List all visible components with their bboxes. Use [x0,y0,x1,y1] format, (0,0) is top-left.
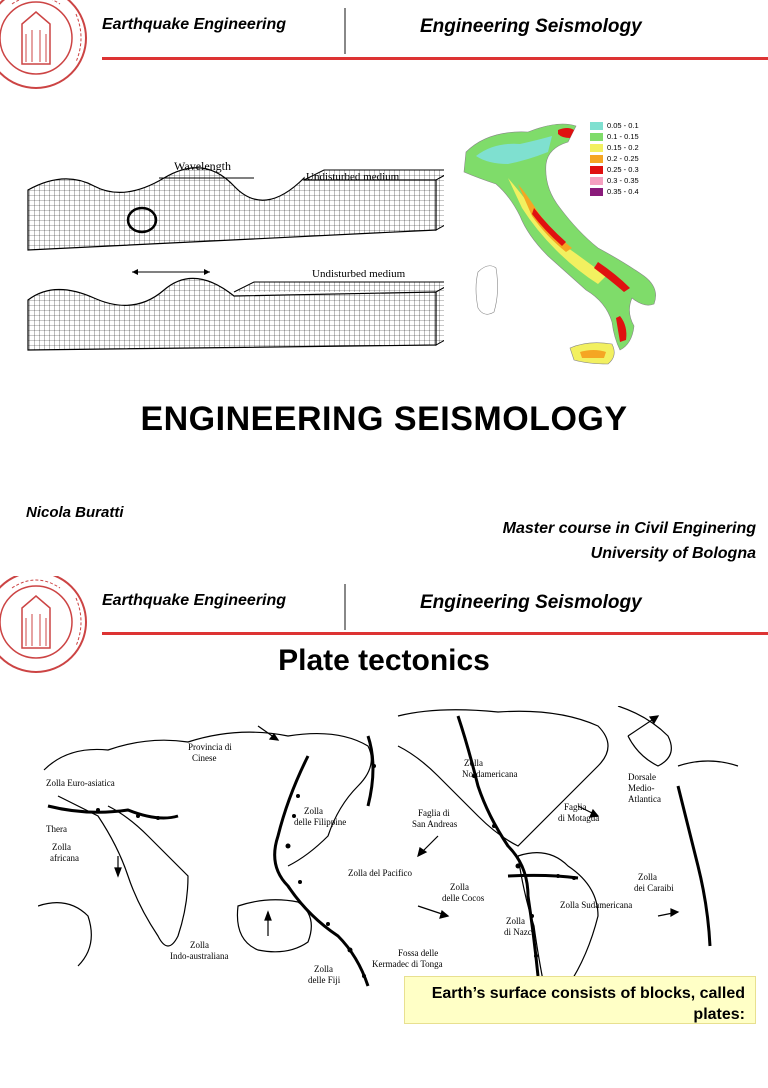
legend-item [590,142,639,153]
undisturbed-medium-label-top: Undisturbed medium [306,171,400,183]
label-sanandreas-2: San Andreas [412,819,458,829]
label-sudamericana: Zolla Sudamericana [560,900,633,910]
legend-swatch [590,155,603,163]
university-name: University of Bologna [590,545,756,562]
label-dorsale-3: Atlantica [628,794,661,804]
label-nazca-2: di Nazca [504,927,536,937]
legend-label: 0.1 - 0.15 [607,132,639,141]
undisturbed-medium-label-bottom: Undisturbed medium [312,268,406,280]
header-course-left-2: Earthquake Engineering [102,592,287,609]
label-indo-2: Indo-australiana [170,951,229,961]
header-divider [344,8,346,54]
legend-item [590,120,639,131]
label-cinese: Cinese [192,753,217,763]
legend-item [590,131,639,142]
label-dorsale-2: Medio- [628,783,655,793]
label-pacifico: Zolla del Pacifico [348,868,412,878]
label-thera: Thera [46,824,67,834]
presentation-title: ENGINEERING SEISMOLOGY [140,400,628,438]
label-cocos-1: Zolla [450,882,469,892]
label-fossa-2: Kermadec di Tonga [372,959,443,969]
legend-swatch [590,177,603,185]
label-nordam-1: Zolla [464,758,483,768]
legend-label: 0.35 - 0.4 [607,187,639,196]
label-dorsale-1: Dorsale [628,772,656,782]
label-provincia: Provincia di [188,742,232,752]
label-sanandreas-1: Faglia di [418,808,450,818]
label-filippine-1: Zolla [304,806,323,816]
label-caraibi-1: Zolla [638,872,657,882]
header-rule-2 [102,632,768,635]
legend-swatch [590,122,603,130]
legend-swatch [590,188,603,196]
legend-swatch [590,166,603,174]
wave-propagation-figure [24,150,444,360]
legend-item [590,186,639,197]
course-name: Master course in Civil Enginering [502,520,756,537]
label-fossa-1: Fossa delle [398,948,439,958]
legend-label: 0.2 - 0.25 [607,154,639,163]
callout-line-1: Earth’s surface consists of blocks, called [431,985,745,1002]
label-africa-2: africana [50,853,79,863]
header-rule [102,57,768,60]
label-caraibi-2: dei Caraibi [634,883,674,893]
legend-label: 0.15 - 0.2 [607,143,639,152]
legend-swatch [590,133,603,141]
label-fiji-1: Zolla [314,964,333,974]
label-motagua-2: di Motagua [558,813,600,823]
label-motagua-1: Faglia [564,802,587,812]
callout-line-2: plates: [693,1006,745,1023]
label-fiji-2: delle Fiji [308,975,341,985]
label-filippine-2: delle Filippine [294,817,347,827]
author-name: Nicola Buratti [26,504,124,521]
label-indo-1: Zolla [190,940,209,950]
label-euro-asiatica: Zolla Euro-asiatica [46,778,115,788]
legend-label: 0.25 - 0.3 [607,165,639,174]
definition-callout [404,976,756,1024]
legend-swatch [590,144,603,152]
hazard-legend [590,120,639,197]
header-course-right: Engineering Seismology [420,16,642,37]
wavelength-label: Wavelength [174,159,232,173]
header-course-left: Earthquake Engineering [102,16,287,33]
legend-item [590,164,639,175]
label-cocos-2: delle Cocos [442,893,485,903]
legend-label: 0.3 - 0.35 [607,176,639,185]
legend-label: 0.05 - 0.1 [607,121,639,130]
italy-hazard-map [448,112,688,384]
label-africa-1: Zolla [52,842,71,852]
slide-title-plate-tectonics: Plate tectonics [278,644,490,677]
slide-title [0,0,768,512]
label-nordam-2: Nordamericana [462,769,518,779]
university-seal-logo [0,0,90,92]
label-nazca-1: Zolla [506,916,525,926]
legend-item [590,153,639,164]
legend-item [590,175,639,186]
header-divider-2 [344,584,346,630]
header-course-right-2: Engineering Seismology [420,592,642,613]
